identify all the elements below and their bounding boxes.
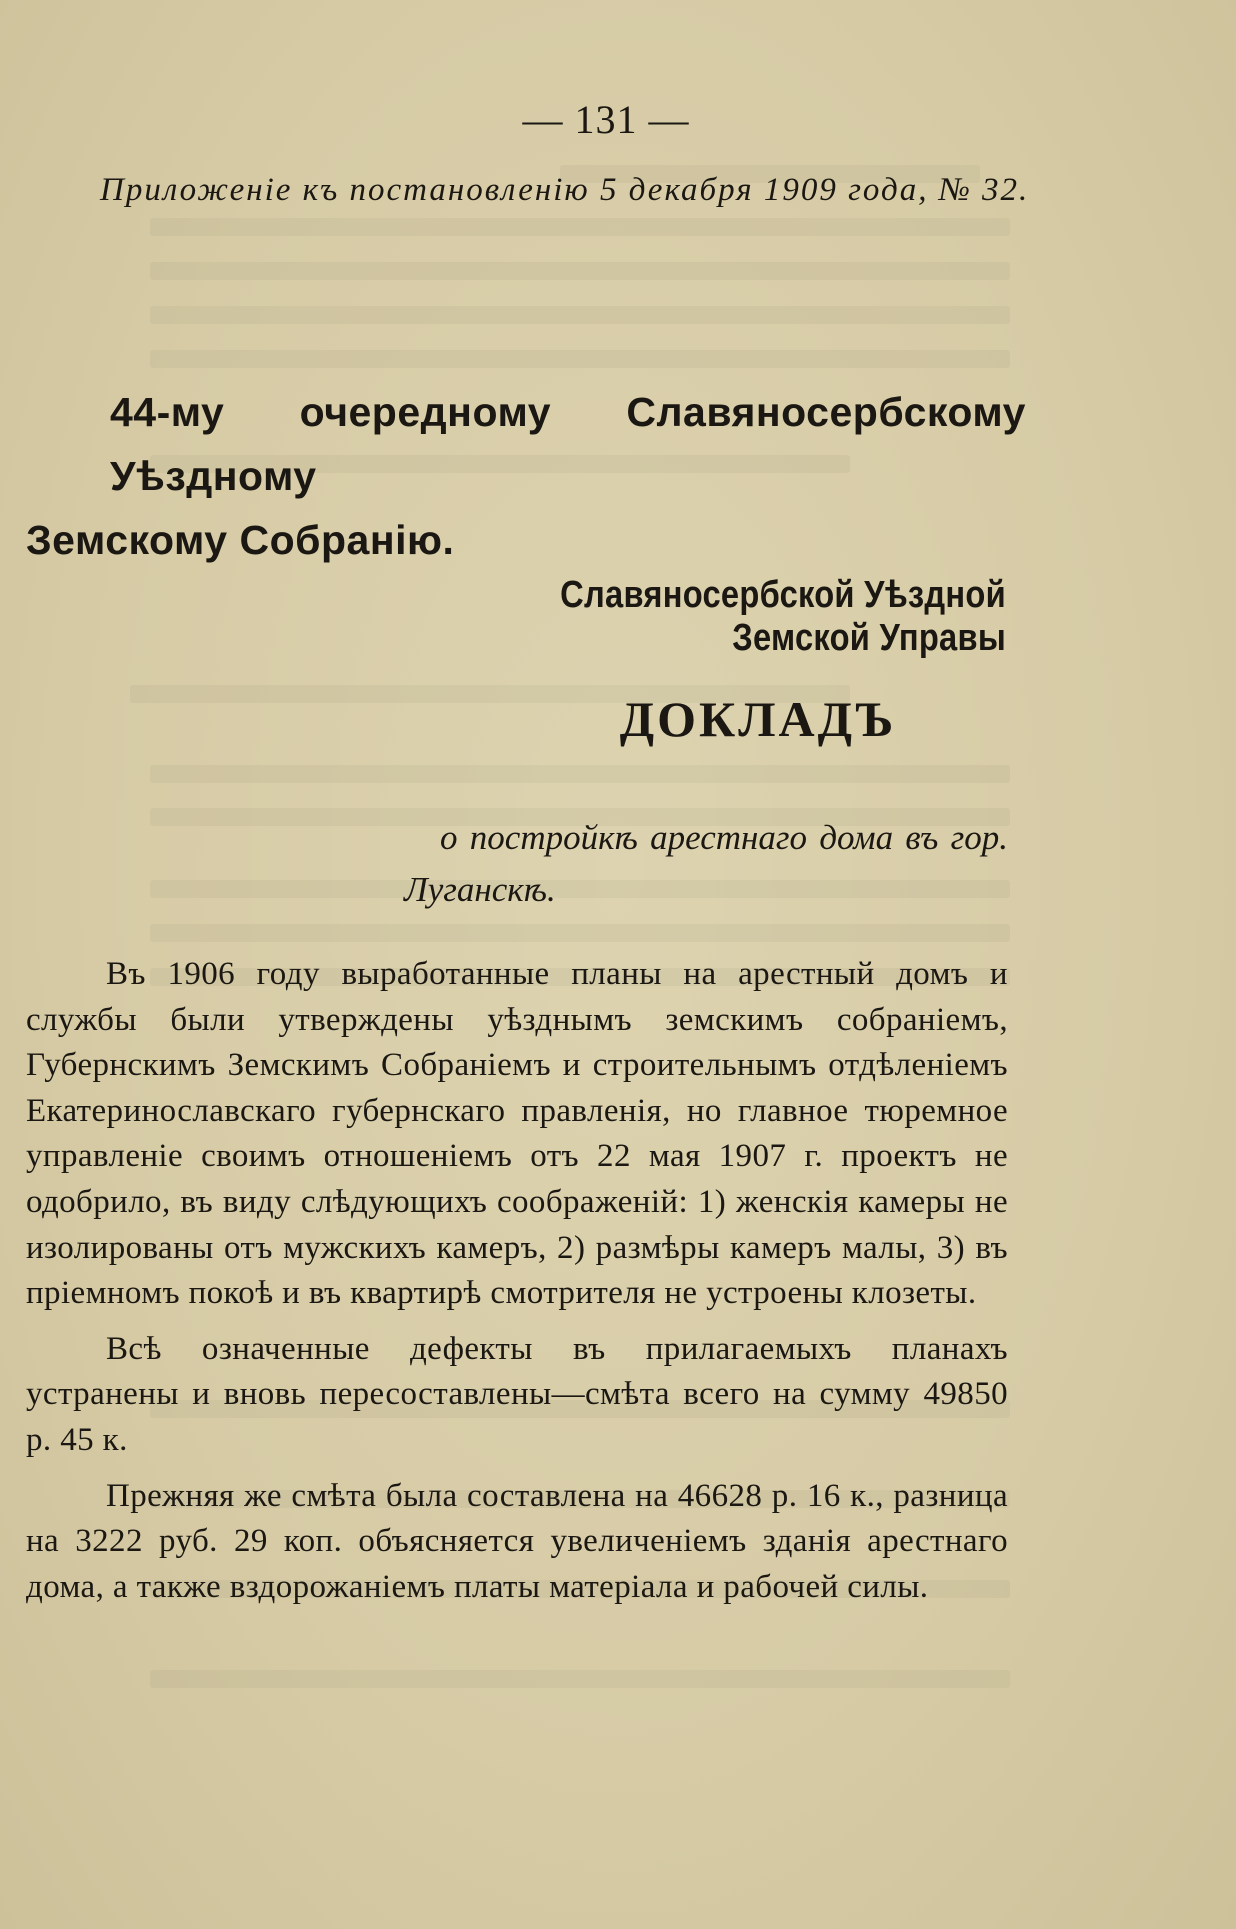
subject-line-1: о постройкѣ арестнаго дома въ гор. — [440, 818, 1008, 857]
report-body — [26, 952, 1008, 1620]
subject-line-2: Луганскѣ. — [404, 870, 556, 909]
page-number: — 131 — — [522, 97, 690, 142]
appendix-note: Приложеніе къ постановленію 5 декабря 1909 года, № 32. — [100, 172, 1030, 208]
issuer-heading: Славяносербской Уѣздной Земской Управы — [560, 574, 1006, 659]
body-paragraph-3: Прежняя же смѣта была составлена на 46628 р. 16 к., разница на 3222 руб. 29 коп. объясняется увеличеніемъ зданія арестнаго дома, а также вздорожаніемъ платы матеріала и рабочей силы. — [26, 1477, 1008, 1605]
addressee-line-2: Земскому Собранію. — [26, 517, 455, 563]
body-paragraph-1: Въ 1906 году выработанные планы на арестный домъ и службы были утверждены уѣзднымъ земскимъ собраніемъ, Губернскимъ Земскимъ Собраніемъ и строительнымъ отдѣленіемъ Екатеринославскаго губернскаго правленія, но главное тюремное управленіе своимъ отношеніемъ отъ 22 мая 1907 г. проектъ не одобрило, въ виду слѣдующихъ соображеній: 1) женскія камеры не изолированы отъ мужскихъ камеръ, 2) размѣры камеръ малы, 3) въ пріемномъ покоѣ и въ квартирѣ смотрителя не устроены клозеты. — [26, 956, 1008, 1312]
report-subject — [404, 812, 1008, 916]
addressee-heading — [26, 380, 1026, 572]
body-paragraph-2: Всѣ означенные дефекты въ прилагаемыхъ планахъ устранены и вновь пересоставлены—смѣта всего на сумму 49850 р. 45 к. — [26, 1330, 1008, 1458]
document-type-title: ДОКЛАДЪ — [619, 691, 897, 747]
addressee-line-1: 44-му очередному Славяносербскому Уѣздному — [110, 389, 1026, 499]
